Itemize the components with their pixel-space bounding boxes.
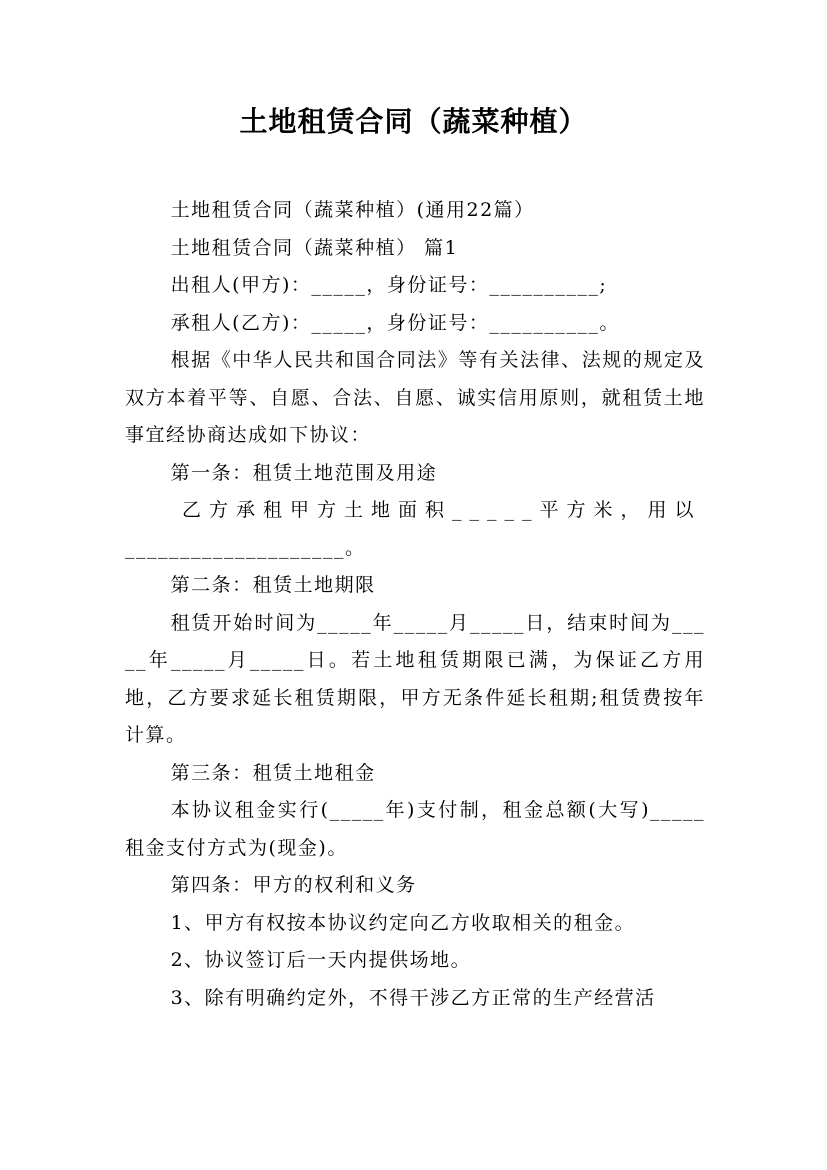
- article-2-heading: 第二条：租赁土地期限: [170, 574, 376, 596]
- article-3-heading: 第三条：租赁土地租金: [170, 761, 376, 784]
- paragraph-subtitle: 土地租赁合同（蔬菜种植）(通用22篇）: [170, 199, 535, 221]
- paragraph-lessor: 出租人(甲方)：_____，身份证号：__________;: [170, 274, 608, 296]
- article-1-heading: 第一条：租赁土地范围及用途: [170, 461, 438, 484]
- article-2-text: 租赁开始时间为_____年_____月_____日，结束时间为_____年_____月_____日。若土地租赁期限已满，为保证乙方用地，乙方要求延长租赁期限，甲方无条件延长租期;租赁费按年计算。: [125, 611, 705, 746]
- article-1-text-continued: ____________________。: [125, 536, 366, 559]
- paragraph-section-heading: 土地租赁合同（蔬菜种植） 篇1: [170, 236, 459, 259]
- article-4-item-2: 2、协议签订后一天内提供场地。: [170, 949, 472, 971]
- article-4-heading: 第四条：甲方的权利和义务: [170, 874, 417, 896]
- document-body: [125, 192, 705, 1017]
- article-4-item-1: 1、甲方有权按本协议约定向乙方收取相关的租金。: [170, 911, 636, 934]
- article-1-text: 乙方承租甲方土地面积_____平方米，用以: [182, 499, 702, 521]
- document-title: 土地租赁合同（蔬菜种植）: [239, 105, 588, 138]
- paragraph-lessee: 承租人(乙方)：_____，身份证号：__________。: [170, 311, 620, 334]
- paragraph-preamble: 根据《中华人民共和国合同法》等有关法律、法规的规定及双方本着平等、自愿、合法、自愿、诚实信用原则，就租赁土地事宜经协商达成如下协议：: [125, 349, 705, 446]
- article-4-item-3: 3、除有明确约定外，不得干涉乙方正常的生产经营活: [170, 986, 656, 1009]
- article-3-text: 本协议租金实行(_____年)支付制，租金总额(大写)_____租金支付方式为(现金)。: [125, 799, 705, 859]
